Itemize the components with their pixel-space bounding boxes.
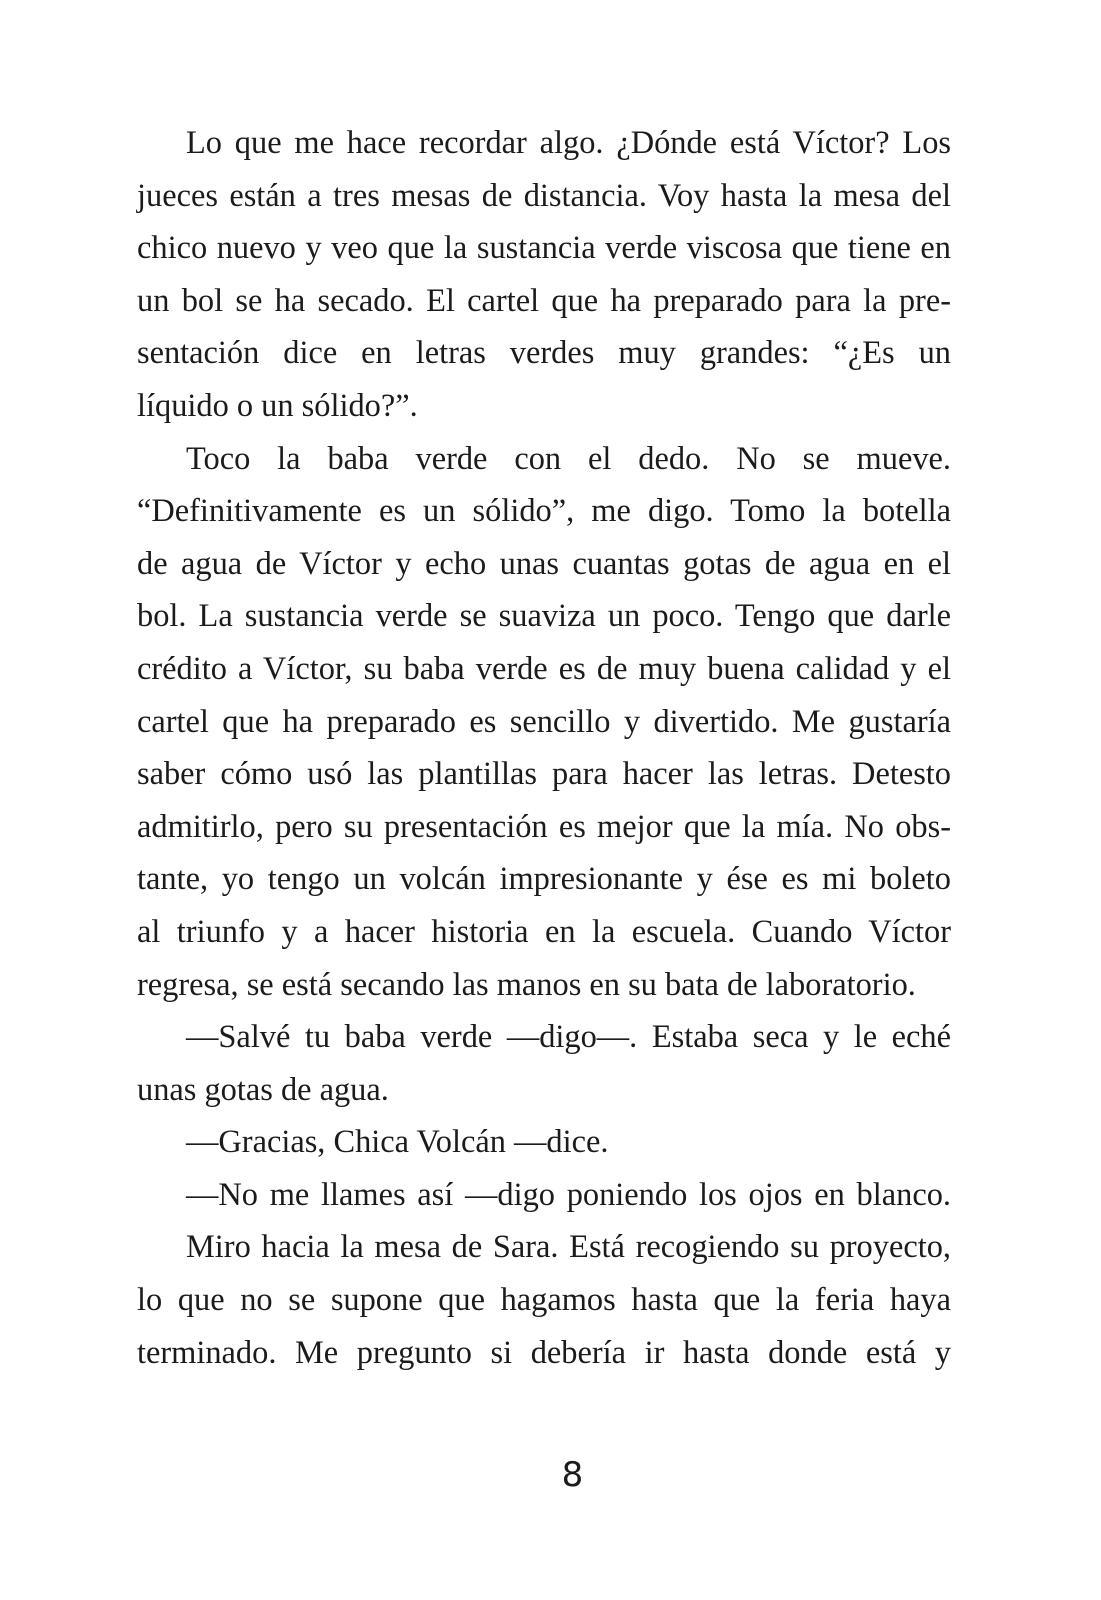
text-line: —No me llames así —digo poniendo los ojos en blanco.: [186, 1176, 951, 1213]
text-line: “Definitivamente es un sólido”, me digo. Tomo la botella: [137, 493, 951, 530]
text-line: al triunfo y a hacer historia en la escuela. Cuando Víctor: [137, 913, 951, 950]
text-line: regresa, se está secando las manos en su bata de laboratorio.: [137, 966, 916, 1003]
text-line: bol. La sustancia verde se suaviza un poco. Tengo que darle: [137, 598, 951, 635]
text-line: —Salvé tu baba verde —digo—. Estaba seca y le eché: [186, 1019, 951, 1056]
body-text: [137, 117, 951, 1379]
text-line: cartel que ha preparado es sencillo y divertido. Me gustaría: [137, 703, 951, 740]
text-line: de agua de Víctor y echo unas cuantas gotas de agua en el: [137, 545, 951, 582]
text-line: saber cómo usó las plantillas para hacer las letras. Detesto: [137, 756, 951, 793]
text-line: terminado. Me pregunto si debería ir hasta donde está y: [137, 1334, 951, 1371]
text-line: lo que no se supone que hagamos hasta que la feria haya: [137, 1282, 951, 1319]
text-line: Toco la baba verde con el dedo. No se mueve.: [186, 440, 951, 477]
text-line: Miro hacia la mesa de Sara. Está recogiendo su proyecto,: [186, 1229, 951, 1266]
text-line: Lo que me hace recordar algo. ¿Dónde está Víctor? Los: [186, 125, 951, 161]
text-line: —Gracias, Chica Volcán —dice.: [186, 1124, 609, 1161]
page-number: 8: [561, 1455, 584, 1495]
text-line: unas gotas de agua.: [137, 1071, 389, 1108]
text-line: tante, yo tengo un volcán impresionante y ése es mi boleto: [137, 861, 951, 898]
text-line: jueces están a tres mesas de distancia. Voy hasta la mesa del: [137, 177, 951, 214]
text-line: líquido o un sólido?”.: [137, 387, 418, 424]
text-line: chico nuevo y veo que la sustancia verde viscosa que tiene en: [137, 230, 951, 267]
text-line: admitirlo, pero su presentación es mejor que la mía. No obs-: [137, 808, 951, 845]
text-line: crédito a Víctor, su baba verde es de muy buena calidad y el: [137, 650, 951, 687]
text-line: sentación dice en letras verdes muy grandes: “¿Es un: [137, 335, 951, 372]
text-line: un bol se ha secado. El cartel que ha preparado para la pre-: [137, 282, 951, 319]
